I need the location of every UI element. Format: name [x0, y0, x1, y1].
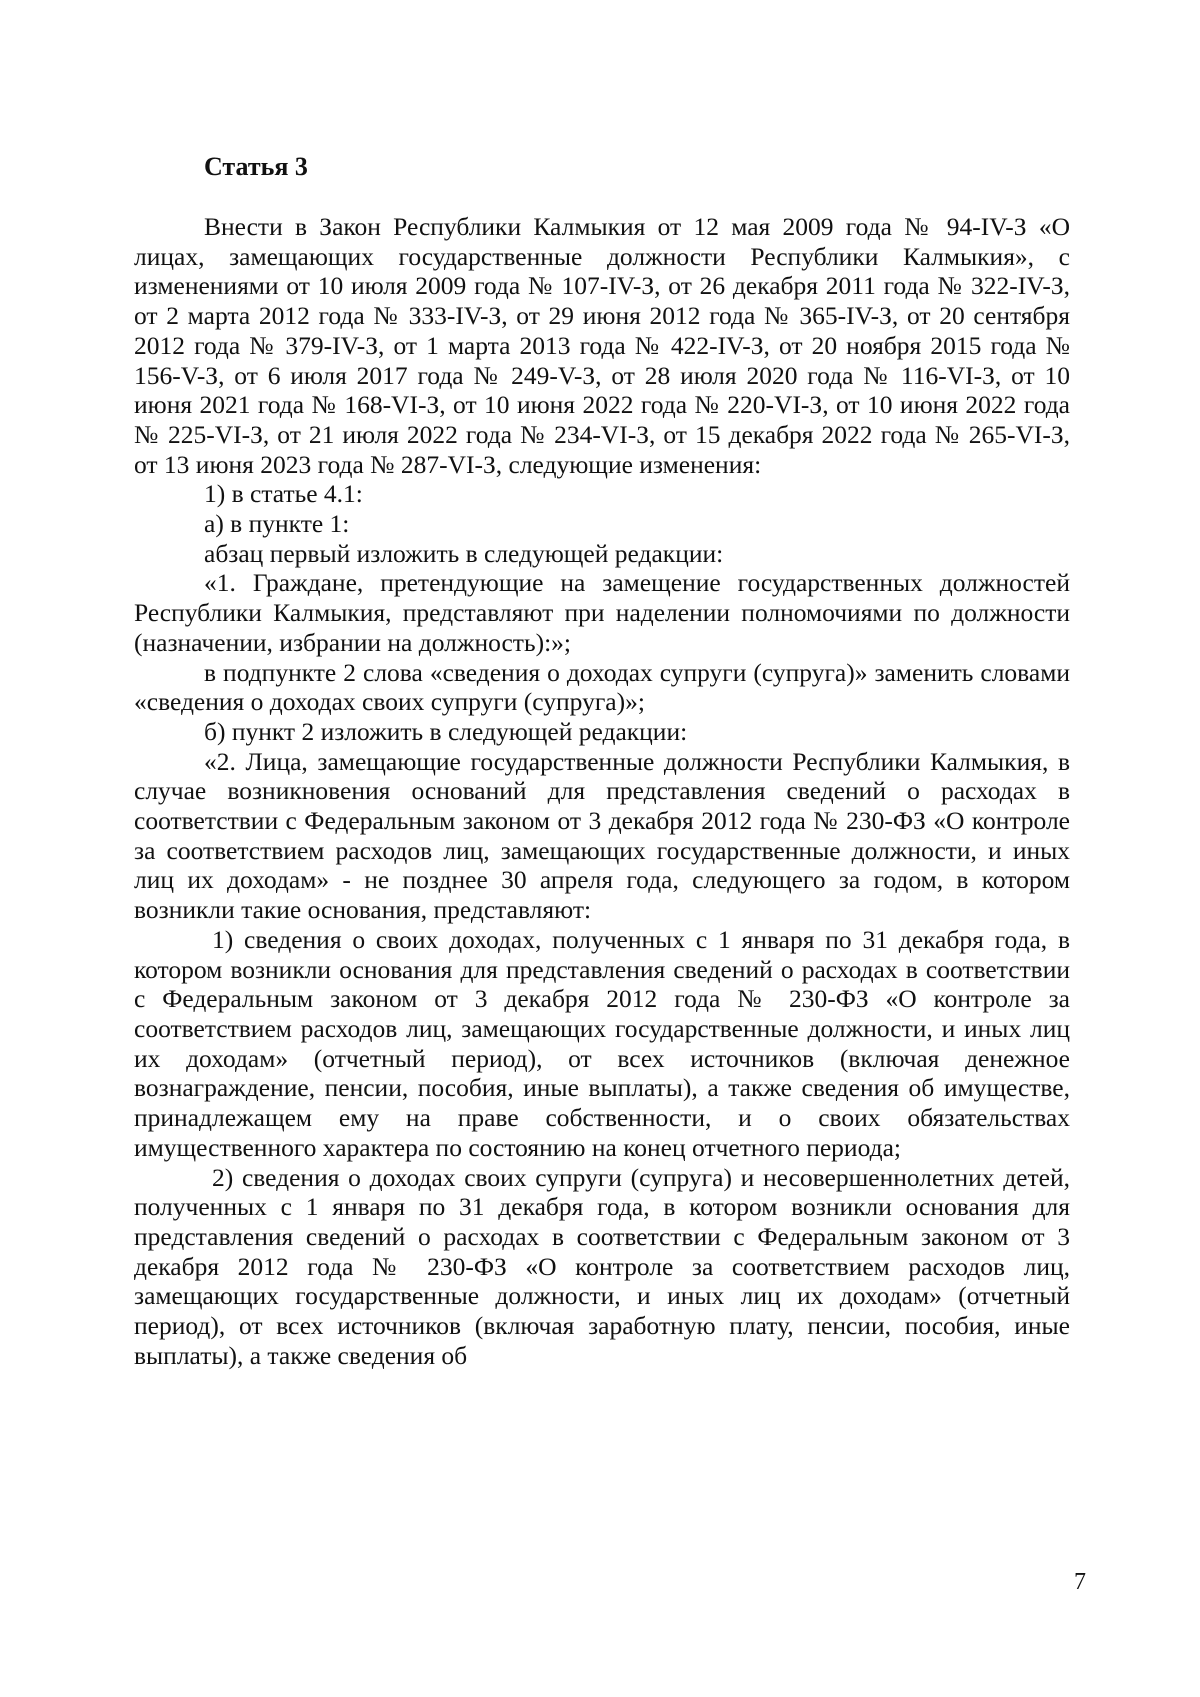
paragraph-quoted-clause-2: «2. Лица, замещающие государственные должности Республики Калмыкия, в случае возникновения оснований для представления сведений о расходах в соответствии с Федеральным законом от 3 декабря 2012 года № 230-ФЗ «О контроле за соответствием расходов лиц, замещающих государственные должности, и иных лиц их доходам» - не позднее 30 апреля года, следующего за годом, в котором возникли такие основания, представляют:	[134, 746, 1070, 925]
paragraph-quoted-clause-1: «1. Граждане, претендующие на замещение государственных должностей Республики Калмыкия, представляют при наделении полномочиями по должности (назначении, избрании на должность):»;	[134, 568, 1070, 657]
article-heading: Статья 3	[204, 152, 308, 181]
paragraph-subitem-b: б) пункт 2 изложить в следующей редакции:	[204, 716, 688, 746]
paragraph-first-abzac: абзац первый изложить в следующей редакции:	[204, 538, 724, 568]
paragraph-item-1: 1) в статье 4.1:	[204, 479, 363, 509]
article-body	[134, 212, 1070, 1370]
paragraph-amendment-intro: Внести в Закон Республики Калмыкия от 12 мая 2009 года № 94-IV-З «О лицах, замещающих государственные должности Республики Калмыкия», с изменениями от 10 июля 2009 года № 107-IV-З, от 26 декабря 2011 года № 322-IV-З, от 2 марта 2012 года № 333-IV-З, от 29 июня 2012 года № 365-IV-З, от 20 сентября 2012 года № 379-IV-З, от 1 марта 2013 года № 422-IV-З, от 20 ноября 2015 года № 156-V-З, от 6 июля 2017 года № 249-V-З, от 28 июля 2020 года № 116-VI-З, от 10 июня 2021 года № 168-VI-З, от 10 июня 2022 года № 220-VI-З, от 10 июня 2022 года № 225-VI-З, от 21 июля 2022 года № 234-VI-З, от 15 декабря 2022 года № 265-VI-З, от 13 июня 2023 года № 287-VI-З, следующие изменения:	[134, 212, 1070, 479]
paragraph-subclause-2-spouse-income: 2) сведения о доходах своих супруги (супруга) и несовершеннолетних детей, полученных с 1 января по 31 декабря года, в котором возникли основания для представления сведений о расходах в соответствии с Федеральным законом от 3 декабря 2012 года № 230-ФЗ «О контроле за соответствием расходов лиц, замещающих государственные должности, и иных лиц их доходам» (отчетный период), от всех источников (включая заработную плату, пенсии, пособия, иные выплаты), а также сведения об	[134, 1162, 1070, 1370]
paragraph-subitem-a: а) в пункте 1:	[204, 509, 350, 539]
paragraph-subclause-1-income: 1) сведения о своих доходах, полученных с 1 января по 31 декабря года, в котором возникли основания для представления сведений о расходах в соответствии с Федеральным законом от 3 декабря 2012 года № 230-ФЗ «О контроле за соответствием расходов лиц, замещающих государственные должности, и иных лиц их доходам» (отчетный период), от всех источников (включая денежное вознаграждение, пенсии, пособия, иные выплаты), а также сведения об имуществе, принадлежащем ему на праве собственности, и о своих обязательствах имущественного характера по состоянию на конец отчетного периода;	[134, 924, 1070, 1162]
paragraph-subclause-2-replace: в подпункте 2 слова «сведения о доходах супруги (супруга)» заменить словами «сведения о доходах своих супруги (супруга)»;	[134, 657, 1070, 717]
page-number: 7	[1074, 1569, 1086, 1595]
